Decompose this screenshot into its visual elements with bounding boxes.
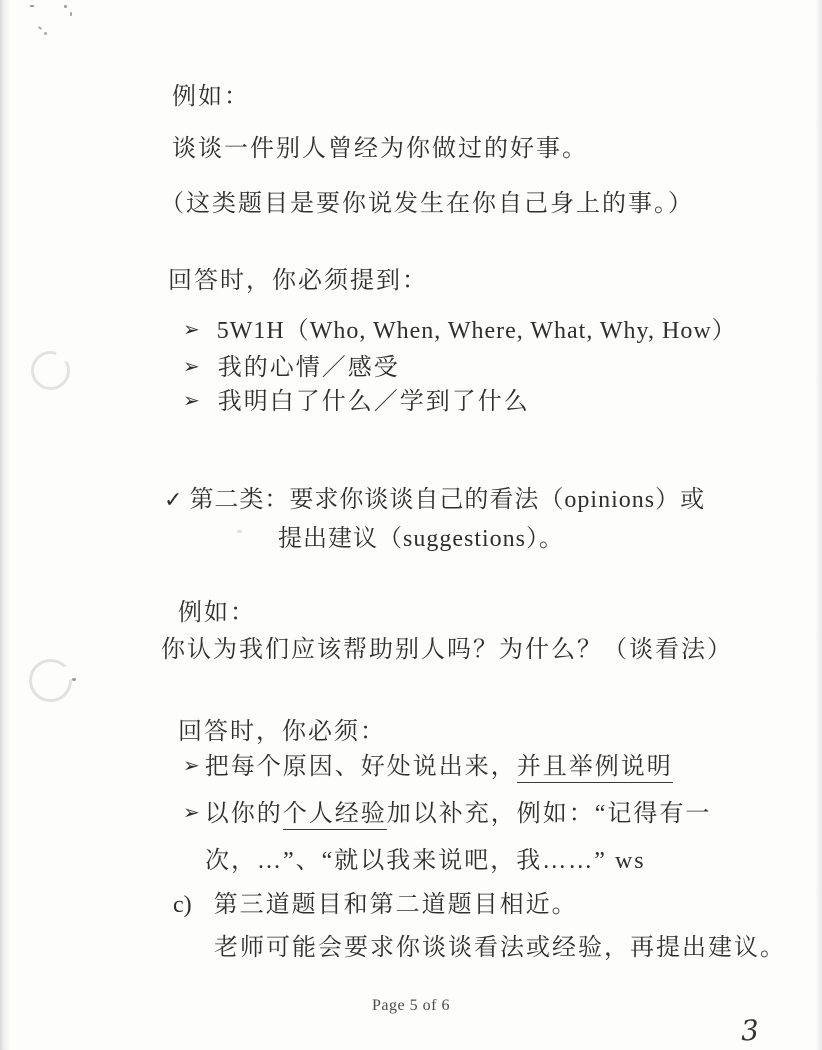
arrowhead-bullet-icon: ➢ (183, 753, 202, 777)
pencil-speck (44, 32, 47, 35)
answer-heading-1: 回答时，你必须提到： (168, 268, 428, 294)
type2-heading-line2: 提出建议（suggestions）。 (278, 526, 565, 552)
bullet-text: 我明白了什么／学到了什么 (217, 389, 530, 415)
pencil-speck (70, 12, 72, 16)
example-label-1: 例如： (172, 84, 250, 110)
arrowhead-bullet-icon: ➢ (183, 317, 201, 341)
hole-punch-mark (31, 351, 70, 390)
pencil-speck (237, 530, 242, 533)
underlined-text: 个人经验 (283, 801, 387, 830)
handwritten-page-number: 3 (740, 1013, 760, 1048)
bullet-item-5w1h (183, 310, 737, 345)
bullet-text: 5W1H（Who, When, Where, What, Why, How） (216, 318, 737, 344)
item-c-marker: c) (173, 892, 192, 918)
bullet-text: 把每个原因、好处说出来， (204, 754, 517, 780)
item-c-line2: 老师可能会要求你谈谈看法或经验，再提出建议。 (214, 935, 786, 961)
example-label-2: 例如： (178, 600, 256, 626)
answer-heading-2: 回答时，你必须： (178, 719, 386, 745)
bullet-item-experience-line2: 次，…”、“就以我来说吧，我……” ws (205, 848, 646, 874)
heading-text: 第二类：要求你谈谈自己的看法（opinions）或 (189, 487, 706, 513)
item-c-line1 (173, 884, 578, 919)
arrowhead-bullet-icon: ➢ (183, 354, 202, 378)
hole-punch-mark (29, 659, 72, 702)
checkmark-icon: ✓ (164, 488, 184, 513)
scan-edge-right (815, 0, 822, 1050)
example-question-2: 你认为我们应该帮助别人吗？为什么？（谈看法） (161, 637, 733, 663)
bullet-item-reasons (183, 746, 673, 781)
bullet-text: 以你的 (204, 801, 283, 827)
underlined-text: 并且举例说明 (517, 754, 673, 783)
example-note-1: （这类题目是要你说发生在你自己身上的事。） (160, 191, 694, 217)
pencil-speck (38, 26, 42, 30)
arrowhead-bullet-icon: ➢ (183, 800, 202, 824)
bullet-item-learned (183, 381, 530, 416)
bullet-item-experience-line1 (183, 793, 711, 828)
pencil-speck (64, 5, 67, 8)
example-question-1: 谈谈一件别人曾经为你做过的好事。 (172, 136, 588, 162)
bullet-text: 我的心情／感受 (217, 355, 400, 381)
arrowhead-bullet-icon: ➢ (183, 388, 202, 412)
page-number-footer: Page 5 of 6 (372, 997, 450, 1014)
pencil-speck (30, 5, 34, 7)
scan-edge-left (0, 0, 10, 1050)
bullet-text: 加以补充，例如：“记得有一 (386, 801, 712, 827)
item-c-text: 第三道题目和第二道题目相近。 (213, 892, 578, 918)
type2-heading-line1 (164, 479, 705, 514)
bullet-item-feelings (183, 347, 400, 382)
